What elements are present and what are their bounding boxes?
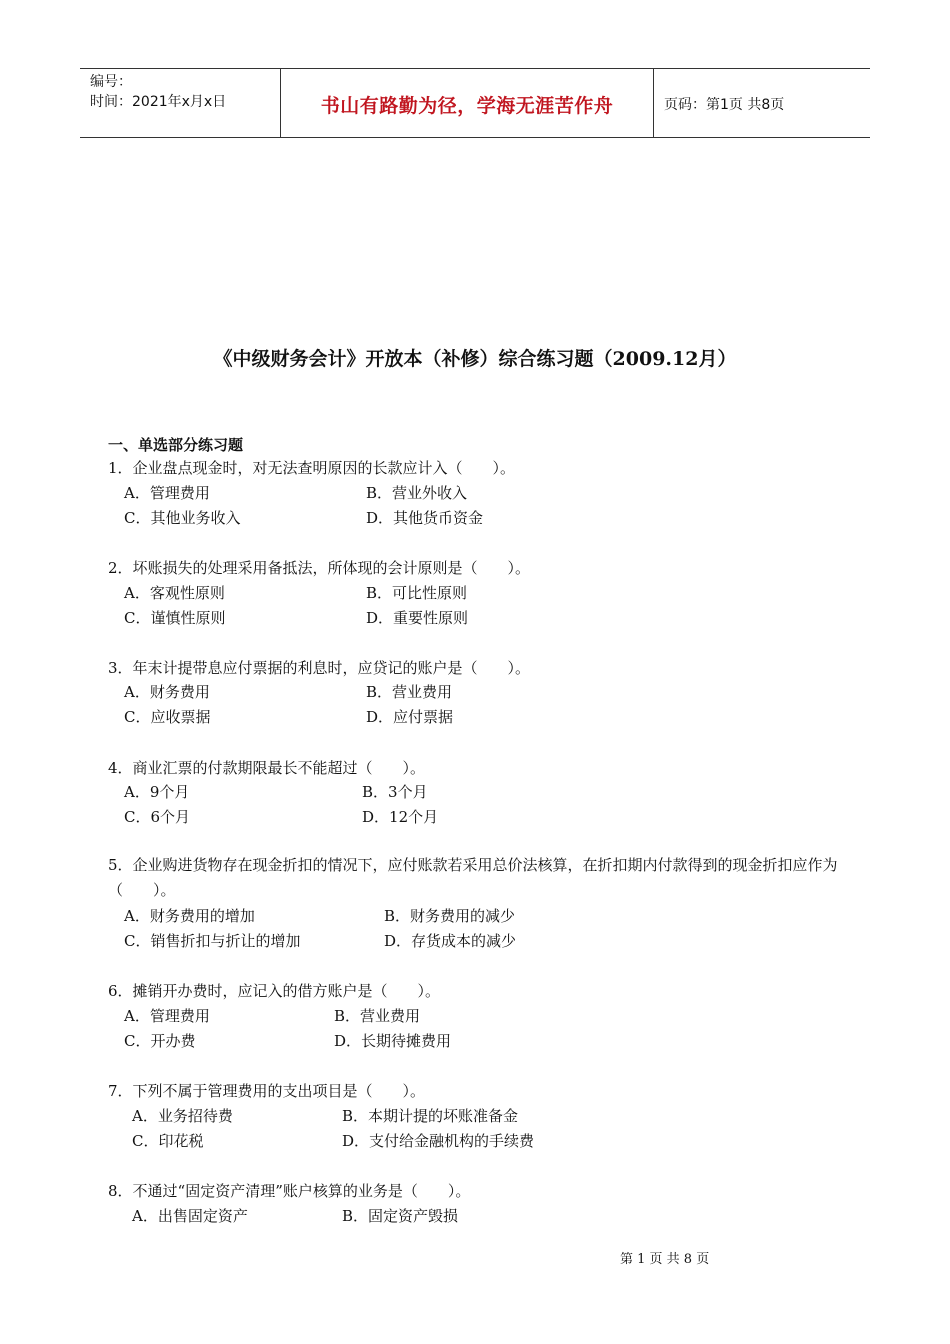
header-page-cell: [654, 69, 870, 137]
question-5-option-b: B．财务费用的减少: [384, 907, 516, 925]
question-1-option-d: D．其他货币资金: [366, 509, 484, 527]
question-1: 1．企业盘点现金时，对无法查明原因的长款应计入（ ）。: [108, 459, 516, 477]
question-6-option-c: C．开办费: [124, 1032, 196, 1050]
question-6-option-a: A．管理费用: [124, 1007, 210, 1025]
question-5-option-a: A．财务费用的增加: [124, 907, 255, 925]
question-2: 2．坏账损失的处理采用备抵法，所体现的会计原则是（ ）。: [108, 559, 531, 577]
header-motto-cell: [281, 69, 654, 137]
question-4-option-c: C．6个月: [124, 808, 191, 826]
question-1-option-a: A．管理费用: [124, 484, 210, 502]
question-3-option-a: A．财务费用: [124, 683, 210, 701]
question-8-option-a: A．出售固定资产: [132, 1207, 248, 1225]
section-heading: 一、单选部分练习题: [108, 436, 244, 454]
question-4-option-d: D．12个月: [362, 808, 439, 826]
number-label: 编号：: [90, 74, 132, 90]
question-2-option-c: C．谨慎性原则: [124, 609, 226, 627]
question-8-option-b: B．固定资产毁损: [342, 1207, 459, 1225]
question-8: 8．不通过“固定资产清理”账户核算的业务是（ ）。: [108, 1182, 471, 1200]
page-info: 页码：第1页 共8页: [664, 97, 785, 113]
question-2-option-b: B．可比性原则: [366, 584, 468, 602]
question-2-option-d: D．重要性原则: [366, 609, 469, 627]
question-7-option-a: A．业务招待费: [132, 1107, 233, 1125]
question-7-option-b: B．本期计提的坏账准备金: [342, 1107, 519, 1125]
time-label: 时间：2021年x月x日: [90, 94, 227, 110]
question-2-option-a: A．客观性原则: [124, 584, 225, 602]
question-5: 5．企业购进货物存在现金折扣的情况下，应付账款若采用总价法核算，在折扣期内付款得到的现金折扣应作为（ ）。: [108, 856, 838, 899]
question-3: 3．年末计提带息应付票据的利息时，应贷记的账户是（ ）。: [108, 659, 531, 677]
question-1-option-b: B．营业外收入: [366, 484, 468, 502]
question-7-option-d: D．支付给金融机构的手续费: [342, 1132, 535, 1150]
page-footer: 第 1 页 共 8 页: [620, 1252, 710, 1267]
motto: 书山有路勤为径，学海无涯苦作舟: [320, 95, 614, 117]
question-6: 6．摊销开办费时，应记入的借方账户是（ ）。: [108, 982, 441, 1000]
question-7-option-c: C．印花税: [132, 1132, 204, 1150]
header-meta-cell: [80, 69, 281, 137]
question-5-option-d: D．存货成本的减少: [384, 932, 517, 950]
document-title: 《中级财务会计》开放本（补修）综合练习题（2009.12月）: [213, 348, 737, 370]
question-4-option-a: A．9个月: [124, 783, 190, 801]
document-header: [80, 68, 870, 138]
question-5-option-c: C．销售折扣与折让的增加: [124, 932, 301, 950]
question-3-option-d: D．应付票据: [366, 708, 454, 726]
question-3-option-c: C．应收票据: [124, 708, 211, 726]
question-4-option-b: B．3个月: [362, 783, 428, 801]
question-4: 4．商业汇票的付款期限最长不能超过（ ）。: [108, 759, 426, 777]
question-6-option-d: D．长期待摊费用: [334, 1032, 452, 1050]
question-1-option-c: C．其他业务收入: [124, 509, 241, 527]
question-3-option-b: B．营业费用: [366, 683, 453, 701]
question-7: 7．下列不属于管理费用的支出项目是（ ）。: [108, 1082, 426, 1100]
question-6-option-b: B．营业费用: [334, 1007, 421, 1025]
